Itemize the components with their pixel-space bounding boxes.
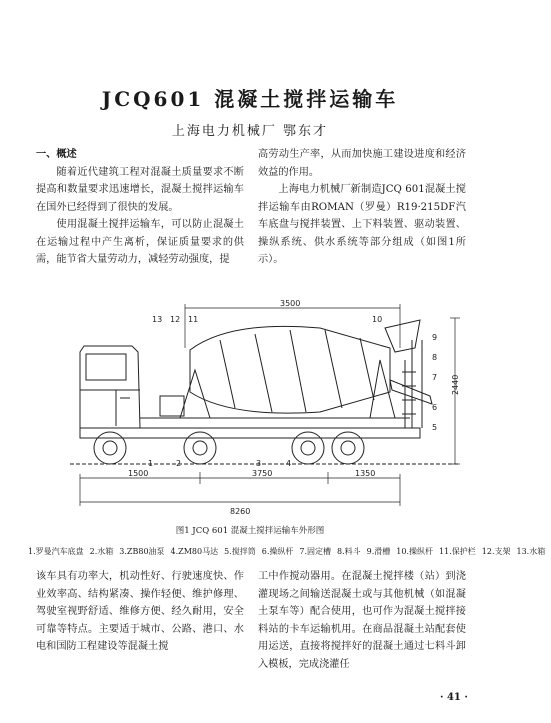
truck-diagram <box>60 300 470 520</box>
callout-13: 13 <box>152 315 163 324</box>
left-column-top <box>36 146 244 269</box>
dim-3750: 3750 <box>252 469 273 478</box>
legend-item: 10.操纵杆 <box>396 547 434 556</box>
drum-support-rear <box>370 360 395 418</box>
callout-10: 10 <box>372 315 383 324</box>
page-number: · 41 · <box>440 692 468 703</box>
legend-item: 5.搅拌筒 <box>224 547 256 556</box>
chassis-frame <box>80 428 420 438</box>
callout-4: 4 <box>286 459 292 468</box>
dim-3500: 3500 <box>280 299 301 308</box>
legend-item: 9.滑槽 <box>366 547 391 556</box>
legend-item: 2.水箱 <box>89 547 114 556</box>
article-author: 上海电力机械厂 鄂东才 <box>171 124 329 139</box>
rear-wheel-2 <box>332 432 364 464</box>
legend-item: 11.保护栏 <box>439 547 476 556</box>
dim-1350: 1350 <box>355 469 376 478</box>
cab-outline <box>80 346 140 428</box>
callout-6: 6 <box>432 403 438 412</box>
section-heading: 一、概述 <box>36 148 77 160</box>
legend-item: 1.罗曼汽车底盘 <box>28 547 84 556</box>
right-column-top <box>258 146 466 269</box>
paragraph: 高劳动生产率，从而加快施工建设进度和经济效益的作用。 <box>258 149 466 178</box>
front-wheel <box>94 432 126 464</box>
legend-item: 6.操纵杆 <box>261 547 294 556</box>
paragraph: 工中作搅动器用。在混凝土搅拌楼（站）到浇灌现场之间输送混凝土或与其他机械（如混凝土泵车等）配合使用，也可作为混凝土搅拌接料站的卡车运输机用。在商品混凝土站配套使用运送，直接将搅拌好的混凝土通过七料斗卸入模板，完成浇灌任 <box>258 571 466 670</box>
left-column-bottom <box>36 568 244 656</box>
legend-item: 12.支架 <box>481 547 511 556</box>
dim-2440: 2440 <box>451 374 460 395</box>
figure-legend <box>28 546 546 557</box>
cab-window <box>86 354 126 380</box>
legend-item: 13.水箱 <box>516 547 546 556</box>
callout-3: 3 <box>256 459 262 468</box>
callout-8: 8 <box>432 353 438 362</box>
callout-1: 1 <box>148 459 154 468</box>
callout-9: 9 <box>432 333 438 342</box>
callout-11: 11 <box>188 315 199 324</box>
feed-hopper <box>385 320 420 352</box>
paragraph: 上海电力机械厂新制造JCQ 601混凝土搅拌运输车由ROMAN（罗曼）R19·215DF汽车底盘与搅拌装置、上下料装置、驱动装置、操纵系统、供水系统等部分组成（如图1所示）。 <box>258 184 466 265</box>
callout-7: 7 <box>432 373 438 382</box>
dim-1500: 1500 <box>128 469 149 478</box>
legend-item: 8.料斗 <box>337 547 361 556</box>
rear-wheel-1 <box>292 432 324 464</box>
callout-2: 2 <box>176 459 182 468</box>
paragraph: 随着近代建筑工程对混凝土质量要求不断提高和数量要求迅速增长，混凝土搅拌运输车在国外已经得到了很快的发展。 <box>36 166 244 213</box>
paragraph: 该车具有功率大，机动性好、行驶速度快、作业效率高、结构紧凑、操作轻便、维护修理、驾驶室视野舒适、维修方便、经久耐用，安全可靠等特点。主要适于城市、公路、港口、水电和国防工程建设等混凝土搅 <box>36 571 244 652</box>
legend-item: 3.ZB80油泵 <box>119 547 165 556</box>
right-column-bottom <box>258 568 466 673</box>
paragraph: 使用混凝土搅拌运输车，可以防止混凝土在运输过程中产生离析，保证质量要求的供需，能节省大量劳动力，减轻劳动强度，提 <box>36 219 244 265</box>
dim-8260: 8260 <box>230 507 251 516</box>
callout-5: 5 <box>432 423 438 432</box>
legend-item: 7.固定槽 <box>299 547 332 556</box>
figure-caption: 图1 JCQ 601 混凝土搅拌运输车外形图 <box>175 526 325 536</box>
rear-wheel-3 <box>184 432 216 464</box>
callout-12: 12 <box>170 315 181 324</box>
article-title: JCQ601 混凝土搅拌运输车 <box>101 87 399 111</box>
legend-item: 4.ZM80马达 <box>170 547 219 556</box>
water-tank <box>160 396 184 416</box>
